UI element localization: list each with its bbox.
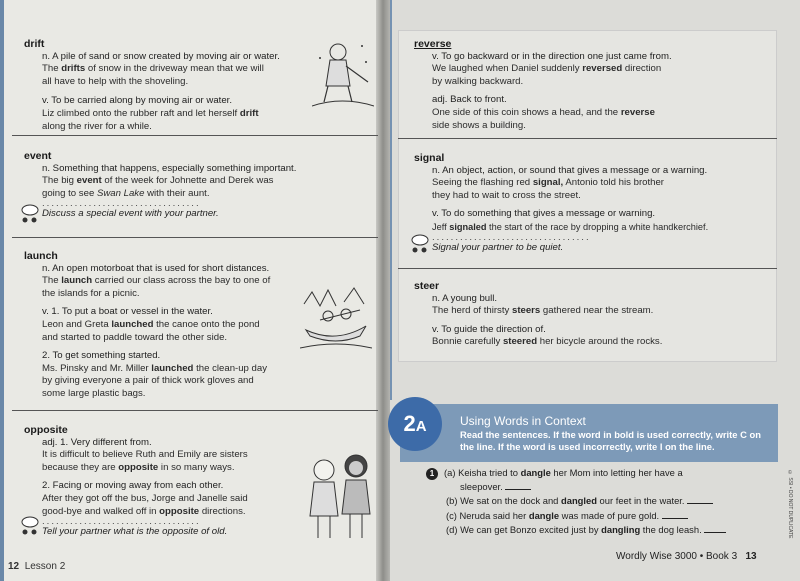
snow-child-illustration [312,38,374,110]
example: The herd of thirsty steers gathered near the stream. [432,305,654,317]
page-footer-left: 12 Lesson 2 [8,561,66,572]
definition: adj. Back to front. [432,94,507,106]
copyright-side-note: © SSI • DO NOT DUPLICATE [787,470,793,539]
definition: n. An open motorboat that is used for short distances. [42,262,270,274]
canoe-illustration [300,284,372,356]
list-item: (b) We sat on the dock and dangled our feet in the water. [446,494,776,508]
entry-steer [414,280,774,349]
example: It is difficult to believe Ruth and Emily are sisters [42,449,248,461]
headword-signal: signal [414,152,445,164]
entry-signal [414,152,778,254]
example: Liz climbed onto the rubber raft and let herself drift [42,107,259,119]
example: After they got off the bus, Jorge and Janelle said [42,492,248,504]
two-girls-illustration [304,452,376,544]
headword-opposite: opposite [24,424,68,436]
item-number: 1 [426,468,438,480]
example: Leon and Greta launched the canoe onto the pond [42,318,260,330]
example: The drifts of snow in the driveway mean that we will [42,63,264,75]
answer-blank[interactable] [505,489,531,490]
list-item: sleepover. [446,480,776,494]
headword-launch: launch [24,250,58,262]
definition: n. An object, action, or sound that gives a message or a warning. [432,164,708,176]
dotted-line: .................................. [42,198,201,210]
example: The big event of the week for Johnette and Derek was [42,175,274,187]
example: Ms. Pinsky and Mr. Miller launched the clean-up day [42,362,268,374]
definition: v. To be carried along by moving air or water. [42,95,233,107]
definition: n. Something that happens, especially something important. [42,162,297,174]
example: We laughed when Daniel suddenly reversed direction [432,63,662,75]
page-footer-right: Wordly Wise 3000 • Book 3 13 [616,551,757,562]
exercise-items [429,466,776,537]
example: by walking backward. [432,75,524,87]
headword-drift: drift [24,38,45,50]
divider [398,268,777,269]
entry-event [24,150,364,221]
exercise-title: Using Words in Context [460,414,586,428]
divider [12,237,378,238]
definition: 2. Facing or moving away from each other. [42,480,224,492]
dotted-line: .................................. [42,516,201,528]
example: all have to help with the shoveling. [42,75,189,87]
discussion-icon [410,234,430,256]
answer-blank[interactable] [662,518,688,519]
exercise-badge: 2A [388,397,442,451]
example: along the river for a while. [42,120,152,132]
example: Bonnie carefully steered her bicycle around the rocks. [432,336,663,348]
headword-reverse: reverse [414,38,452,50]
example: The launch carried our class across the bay to one of [42,275,271,287]
example: Jeff signaled the start of the race by dropping a white handkerchief. [432,221,709,232]
example: going to see Swan Lake with their aunt. [42,187,210,199]
divider [398,138,777,139]
discussion-icon [20,204,40,226]
definition: v. To do something that gives a message or warning. [432,208,656,220]
definition: 2. To get something started. [42,350,161,362]
divider [12,135,378,136]
discussion-prompt: Discuss a special event with your partner. [42,208,219,220]
answer-blank[interactable] [704,532,726,533]
dotted-line: .................................. [432,231,591,243]
example: the islands for a picnic. [42,287,140,299]
example: One side of this coin shows a head, and the reverse [432,106,655,118]
list-item: (c) Neruda said her dangle was made of pure gold. [446,509,776,523]
entry-launch [24,250,324,401]
discussion-prompt: Tell your partner what is the opposite of old. [42,526,228,538]
definition: v. To go backward or in the direction one just came from. [432,50,672,62]
exercise-instructions: Read the sentences. If the word in bold is used correctly, write C on the line. If the word is used incorrectly, write I on the line. [460,429,761,452]
discussion-prompt: Signal your partner to be quiet. [432,241,564,253]
example: they had to wait to cross the street. [432,189,581,201]
example: Seeing the flashing red signal, Antonio told his brother [432,177,665,189]
entry-drift [24,38,324,133]
list-item: (d) We can get Bonzo excited just by dangling the dog leash. [446,523,776,537]
divider [12,410,378,411]
definition: v. To guide the direction of. [432,323,546,335]
discussion-icon [20,516,40,538]
definition: n. A pile of sand or snow created by moving air or water. [42,50,280,62]
answer-blank[interactable] [687,503,713,504]
example: good-bye and walked off in opposite directions. [42,505,246,517]
definition: v. 1. To put a boat or vessel in the water. [42,306,213,318]
headword-steer: steer [414,280,440,292]
example: by giving everyone a pair of thick work gloves and [42,375,254,387]
example: side shows a building. [432,119,526,131]
list-item: 1 (a) Keisha tried to dangle her Mom into letting her have a [446,466,776,480]
entry-reverse [414,38,774,132]
headword-event: event [24,150,52,162]
example: some large plastic bags. [42,387,146,399]
definition: adj. 1. Very different from. [42,436,152,448]
book-gutter [376,0,390,581]
example: and started to paddle toward the other side. [42,331,228,343]
entry-opposite [24,424,324,539]
example: because they are opposite in so many ways. [42,461,235,473]
definition: n. A young bull. [432,292,498,304]
